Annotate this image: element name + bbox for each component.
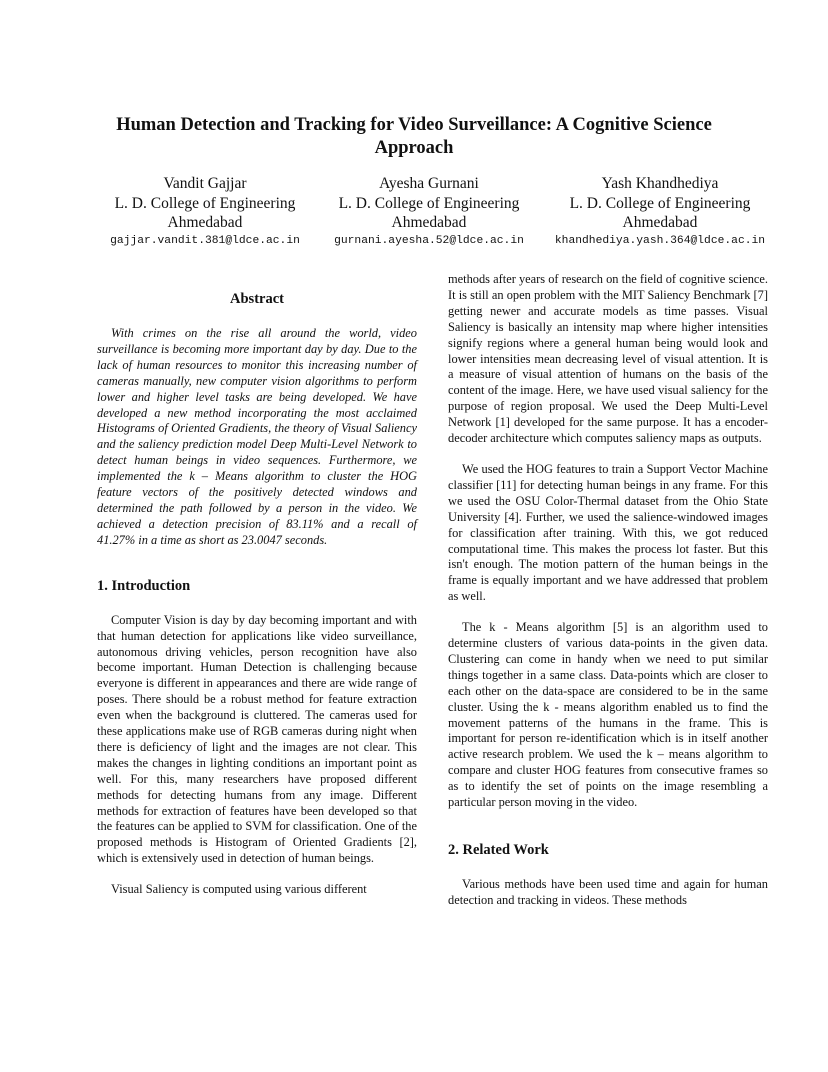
- abstract-text: With crimes on the rise all around the world, video surveillance is becoming more important day by day. Due to the lack of human resources to monitor this increasing number of cameras manually, new computer vision algorithms to perform lower and higher level tasks are being developed. We have developed a new method incorporating the most acclaimed Histograms of Oriented Gradients, the theory of Visual Saliency and the saliency prediction model Deep Multi-Level Network to detect human beings in video sequences. Furthermore, we implemented the k – Means algorithm to cluster the HOG feature vectors of the positively detected windows and determined the path followed by a person in the video. We achieved a detection precision of 83.11% and a recall of 41.27% in a time as short as 23.0047 seconds.: [97, 326, 417, 547]
- author-name: Ayesha Gurnani: [379, 175, 479, 192]
- author-affiliation: L. D. College of Engineering: [338, 194, 520, 212]
- body-paragraph: The k - Means algorithm [5] is an algorithm used to determine clusters of various data-points in the given data. Clustering can come in handy when we need to put similar things together in a same class. Data-points which are closer to each other on the data-space are considered to be in the same cluster. Using the k - means algorithm enabled us to find the movement patterns of the humans in the frame. This is important for person re-identification which is in itself another active research problem. We used the k – means algorithm to compare and cluster HOG features from consecutive frames so as to identify the set of points on the image resembling a particular person moving in the video.: [448, 620, 768, 810]
- body-paragraph: We used the HOG features to train a Support Vector Machine classifier [11] for detecting human beings in any frame. For this we used the OSU Color-Thermal dataset from the Ohio State University [4]. Further, we used the salience-windowed images for classification after training. With this, we got reduced computational time. This makes the process lot faster. But this isn't enough. The motion pattern of the human beings in the frame is equally important and we have addressed that problem as well.: [448, 461, 768, 604]
- author-email: khandhediya.yash.364@ldce.ac.in: [554, 234, 766, 247]
- author-city: Ahmedabad: [391, 214, 467, 231]
- author-city: Ahmedabad: [622, 214, 698, 231]
- paper-title: Human Detection and Tracking for Video Surveillance: A Cognitive Science Approach: [116, 115, 712, 158]
- right-column: [448, 272, 768, 909]
- left-column: [97, 274, 417, 898]
- author-block: [322, 174, 536, 249]
- author-name: Vandit Gajjar: [163, 175, 247, 192]
- abstract-heading: Abstract: [230, 291, 284, 307]
- introduction-paragraph: Visual Saliency is computed using various different: [111, 882, 367, 897]
- related-work-heading: 2. Related Work: [448, 842, 549, 858]
- related-work-paragraph: Various methods have been used time and again for human detection and tracking in videos. These methods: [448, 877, 768, 907]
- author-name: Yash Khandhediya: [601, 175, 719, 192]
- author-affiliation: L. D. College of Engineering: [569, 194, 751, 212]
- author-affiliation: L. D. College of Engineering: [114, 194, 296, 212]
- author-email: gurnani.ayesha.52@ldce.ac.in: [334, 234, 524, 247]
- author-block: [544, 174, 776, 249]
- author-city: Ahmedabad: [167, 214, 243, 231]
- author-block: [96, 174, 314, 249]
- body-paragraph: methods after years of research on the field of cognitive science. It is still an open problem with the MIT Saliency Benchmark [7] getting newer and accurate models as time passes. Visual Saliency is basically an intensity map where higher intensities signify regions where a general human being would look and lower intensities mean decreasing level of visual attention. It is a measure of visual attention of humans on the basis of the content of the image. Here, we have used visual saliency for the purpose of region proposal. We used the Deep Multi-Level Network [1] developed for the same purpose. It has a encoder-decoder architecture which computes saliency maps as outputs.: [448, 272, 768, 446]
- introduction-paragraph: Computer Vision is day by day becoming important and with that human detection for applications like video surveillance, autonomous driving vehicles, person recognition have also become important. Human Detection is challenging because everyone is different in appearances and there are wide range of poses. There should be a robust method for feature extraction even when the background is cluttered. The cameras used for these applications make use of RGB cameras during night when there is deficiency of light and the images are not clear. This makes the changes in lighting conditions an important point as well. For this, many researchers have proposed different methods for detecting humans from any image. Different methods for extraction of features have been developed so that the features can be applied to SVM for classification. One of the proposed methods is Histogram of Oriented Gradients [2], which is extensively used in detection of human beings.: [97, 612, 417, 866]
- introduction-heading: 1. Introduction: [97, 577, 191, 594]
- author-email: gajjar.vandit.381@ldce.ac.in: [110, 234, 300, 247]
